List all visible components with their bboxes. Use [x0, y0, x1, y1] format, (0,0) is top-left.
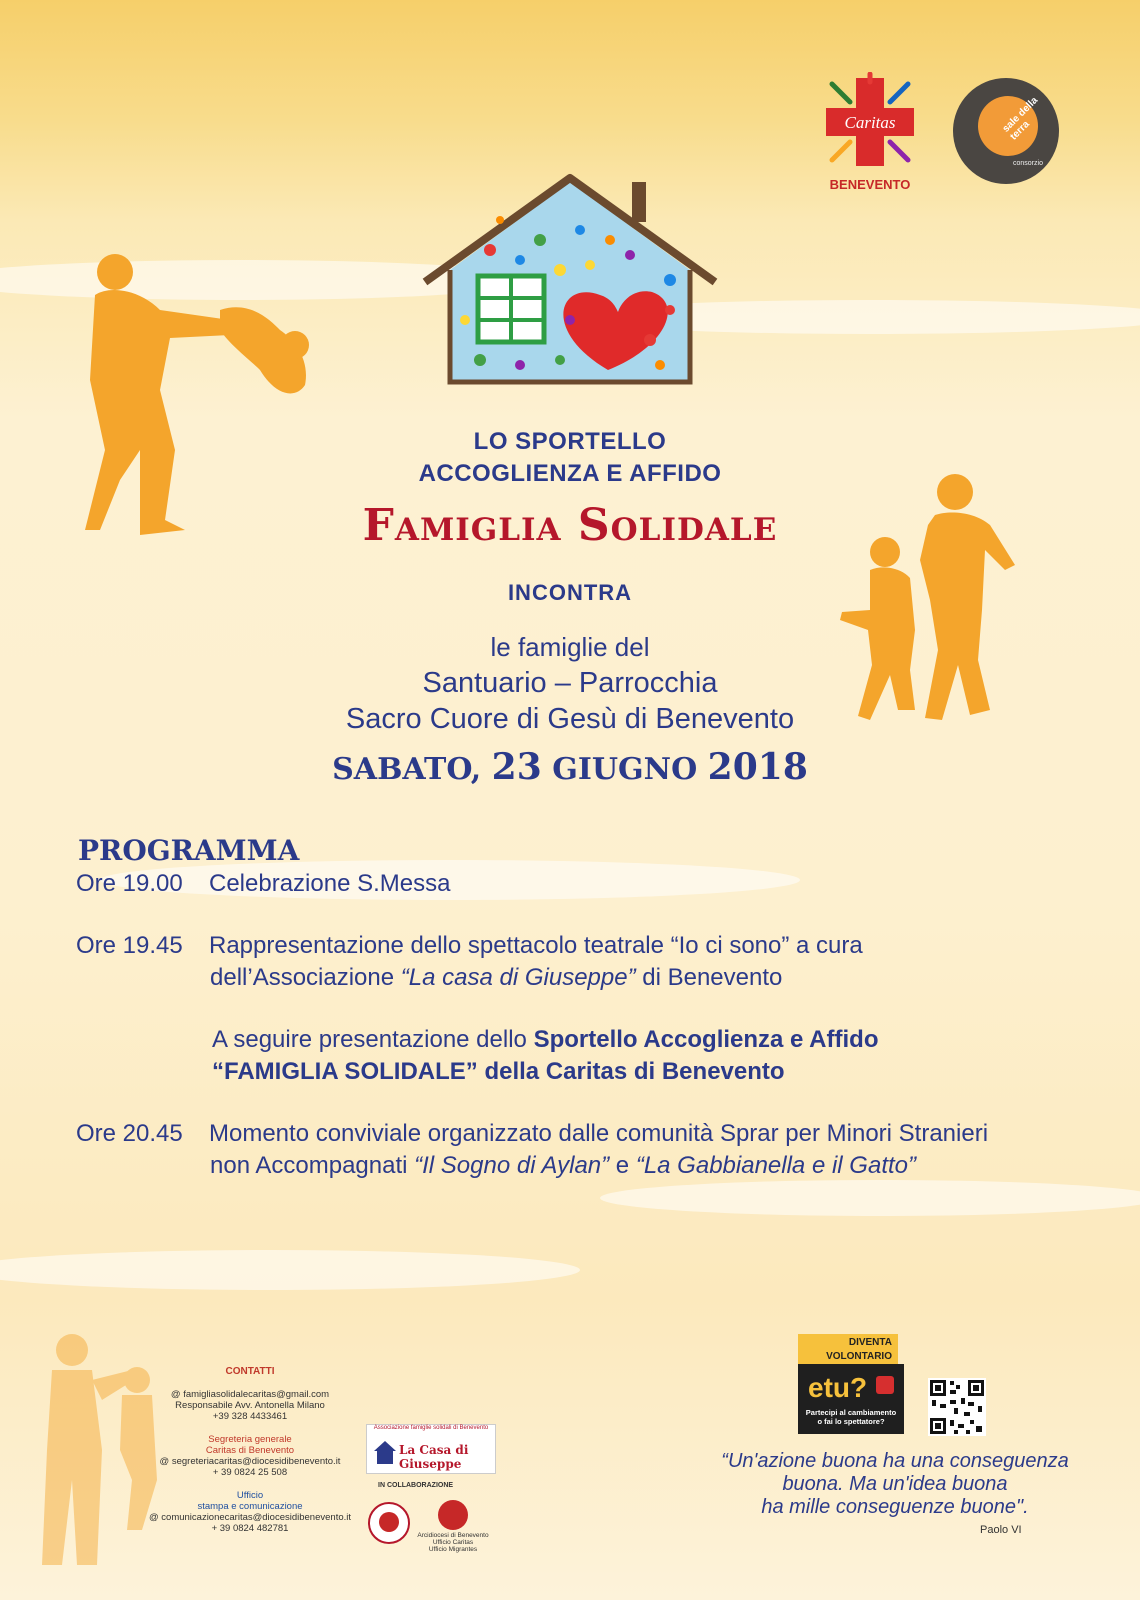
program-item	[76, 1024, 1076, 1056]
contatti-block	[140, 1366, 360, 1534]
at-icon: @	[148, 1512, 162, 1523]
assoc-small-text: Associazione famiglie solidali di Benevento	[373, 1425, 489, 1431]
arcidiocesi-text: Arcidiocesi di Benevento Ufficio Caritas Ufficio Migrantes	[417, 1532, 489, 1553]
event-date	[0, 746, 1140, 788]
program-time: Ore 20.45	[76, 1120, 183, 1147]
contact-email[interactable]: @ famigliasolidalecaritas@gmail.com	[170, 1389, 330, 1400]
program-text: dell’Associazione	[210, 964, 401, 991]
program-item	[76, 930, 1076, 962]
segreteria-label-2: Caritas di Benevento	[205, 1445, 295, 1456]
diventa-volontario-banner: DIVENTA VOLONTARIO	[798, 1334, 898, 1364]
contact-phone: + 39 0824 482781	[211, 1523, 289, 1534]
etu-tagline: Partecipi al cambiamento o fai lo spettatore?	[805, 1408, 897, 1426]
contact-email[interactable]: @ comunicazionecaritas@diocesidibenevento.it	[148, 1512, 352, 1523]
house-icon	[373, 1439, 397, 1465]
parish-seal-icon	[368, 1502, 410, 1544]
program-item	[76, 868, 1076, 900]
house-illustration	[420, 170, 720, 395]
program-text: non Accompagnati	[210, 1152, 415, 1179]
program-text: Momento conviviale organizzato dalle comunità Sprar per Minori Stranieri	[209, 1120, 989, 1147]
quote-line: “Un'azione buona ha una conseguenza	[721, 1450, 1069, 1472]
quote-block	[690, 1450, 1100, 1519]
quote-line: ha mille conseguenze buone".	[761, 1496, 1029, 1518]
community-name: “La Gabbianella e il Gatto”	[635, 1152, 916, 1179]
date-number: 23	[491, 746, 542, 788]
assoc-name: La Casa di Giuseppe	[399, 1443, 469, 1471]
collaborazione-label: IN COLLABORAZIONE	[378, 1482, 454, 1489]
date-month: GIUGNO	[552, 752, 698, 787]
intro-text: le famiglie del	[490, 632, 650, 662]
header-line-2: ACCOGLIENZA E AFFIDO	[418, 460, 722, 487]
contact-email[interactable]: @ segreteriacaritas@diocesidibenevento.it	[159, 1456, 341, 1467]
caritas-city: BENEVENTO	[829, 177, 911, 192]
sportello-name: Sportello Accoglienza e Affido	[533, 1026, 879, 1053]
quote-line: buona. Ma un'idea buona	[782, 1473, 1008, 1495]
at-icon: @	[159, 1456, 172, 1467]
contatti-heading: CONTATTI	[225, 1366, 275, 1377]
program-text: di Benevento	[635, 964, 783, 991]
casa-di-giuseppe-logo	[366, 1424, 496, 1474]
contact-phone: +39 328 4433461	[212, 1411, 288, 1422]
quote-author: Paolo VI	[980, 1524, 1022, 1536]
date-day: SABATO,	[332, 752, 482, 787]
header-line-1: LO SPORTELLO	[473, 428, 667, 455]
contact-phone: + 39 0824 25 508	[212, 1467, 288, 1478]
program-item	[76, 1118, 1076, 1150]
place-line-1: Santuario – Parrocchia	[422, 667, 718, 699]
program-text: e	[609, 1152, 636, 1179]
program-text: A seguire presentazione dello	[212, 1026, 534, 1053]
place-line-2: Sacro Cuore di Gesù di Benevento	[345, 703, 795, 735]
ufficio-label-2: stampa e comunicazione	[197, 1501, 303, 1512]
etu-logo[interactable]	[798, 1364, 904, 1434]
association-name: “La casa di Giuseppe”	[400, 964, 636, 991]
arcidiocesi-seal-icon	[438, 1500, 468, 1530]
programma-heading: PROGRAMMA	[78, 834, 300, 867]
etu-brand: etu?	[808, 1372, 868, 1403]
incontra-text: INCONTRA	[507, 580, 633, 605]
at-icon: @	[170, 1389, 184, 1400]
background-streak	[600, 1180, 1140, 1216]
sale-della-terra-logo	[953, 78, 1059, 184]
star-icon	[876, 1376, 894, 1394]
program-time: Ore 19.00	[76, 870, 183, 897]
qr-code[interactable]	[928, 1378, 986, 1436]
program-time: Ore 19.45	[76, 932, 183, 959]
sale-logo-sub: consorzio	[1013, 160, 1043, 167]
ufficio-label: Ufficio	[236, 1490, 264, 1501]
program-text: Celebrazione S.Messa	[209, 870, 451, 897]
program-item-continued	[76, 1150, 1076, 1182]
segreteria-label: Segreteria generale	[208, 1434, 292, 1445]
caritas-logo-text: Caritas	[844, 113, 896, 132]
sale-logo-text: sale della terra	[1000, 95, 1041, 143]
contact-responsible: Responsabile Avv. Antonella Milano	[175, 1400, 325, 1411]
program-item-continued	[76, 1056, 1076, 1088]
main-title: Famiglia Solidale	[362, 500, 778, 551]
famiglia-solidale-name: “FAMIGLIA SOLIDALE”	[212, 1058, 478, 1085]
date-year: 2018	[707, 746, 808, 788]
program-item-continued	[76, 962, 1076, 994]
program-text: della Caritas di Benevento	[477, 1058, 785, 1085]
program-text: Rappresentazione dello spettacolo teatrale “Io ci sono” a cura	[209, 932, 863, 959]
community-name: “Il Sogno di Aylan”	[414, 1152, 610, 1179]
programma-list	[76, 868, 1076, 1182]
caritas-logo	[820, 72, 920, 190]
